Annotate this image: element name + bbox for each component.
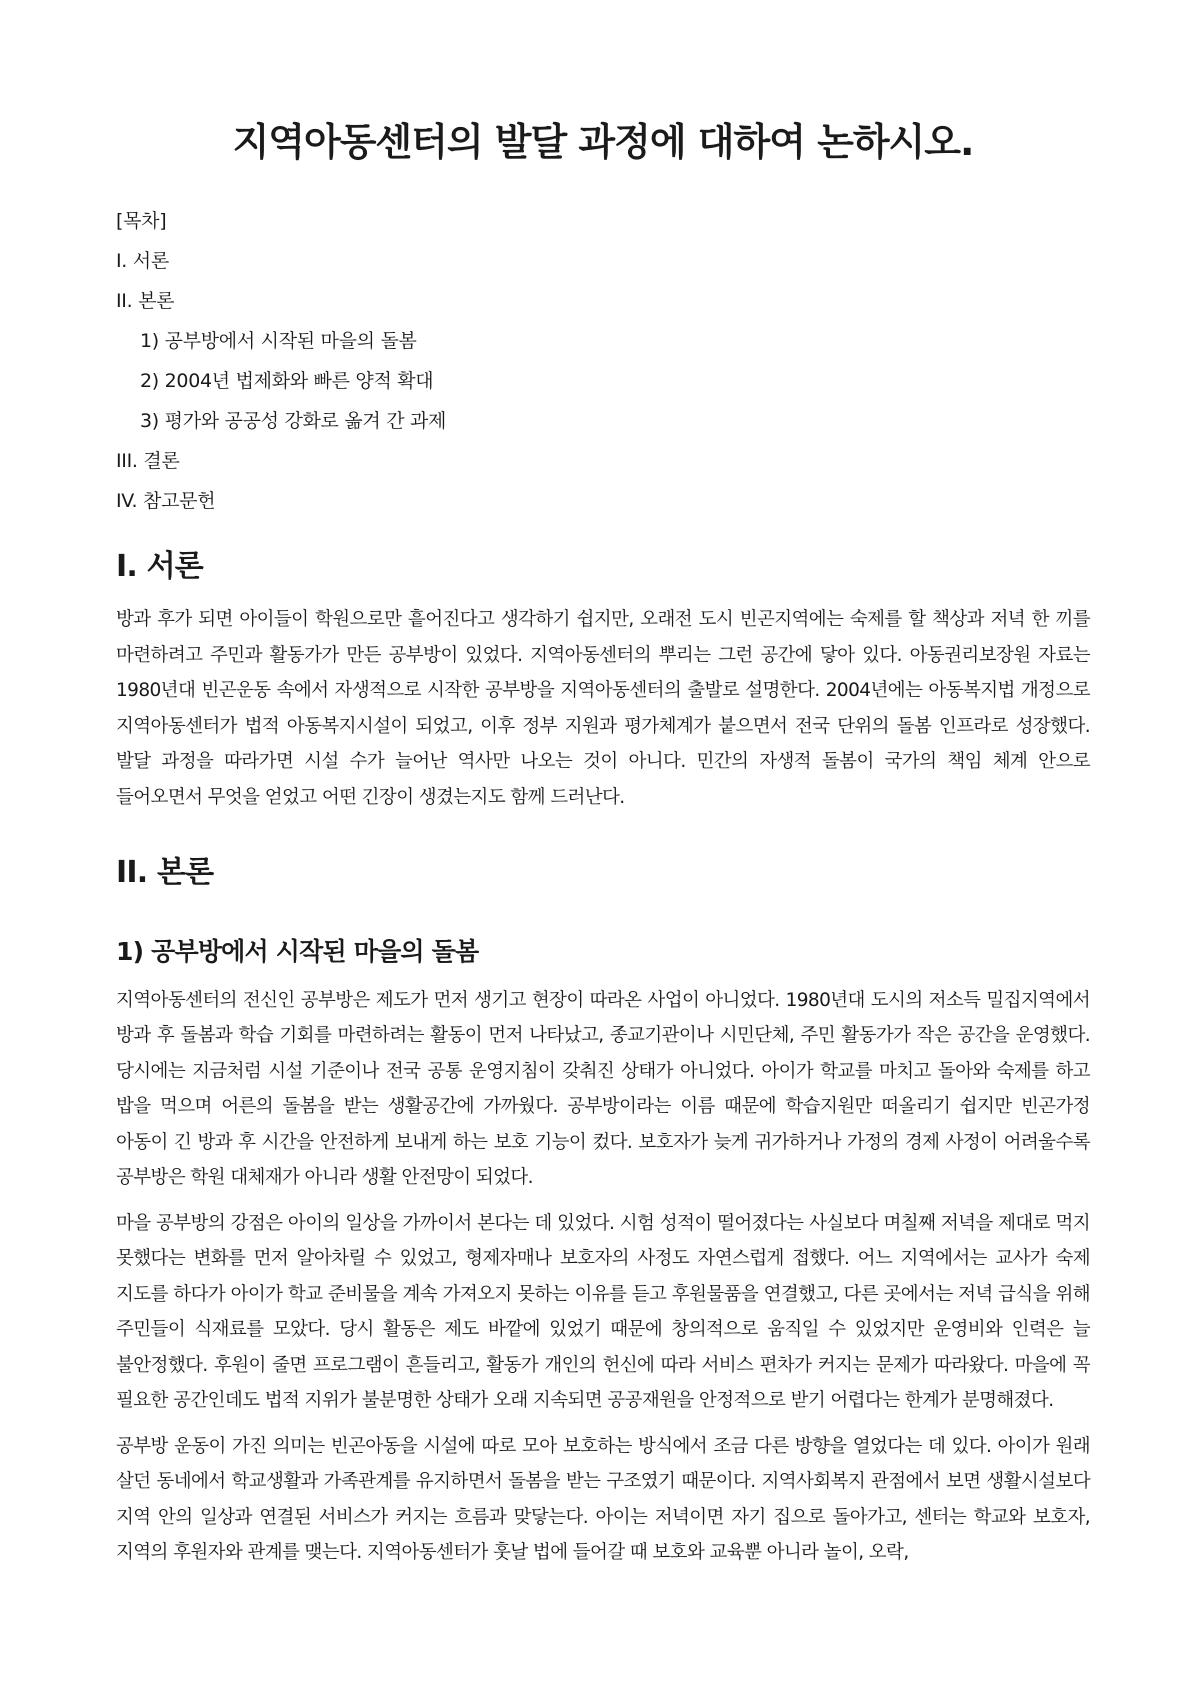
toc-item-body-sub2: 2) 2004년 법제화와 빠른 양적 확대 (140, 370, 434, 393)
toc-item-intro: I. 서론 (116, 250, 169, 273)
toc-item-body: II. 본론 (116, 290, 175, 313)
section-spacer (116, 825, 1090, 853)
section-heading-body: II. 본론 (116, 855, 214, 891)
body-paragraph-1: 지역아동센터의 전신인 공부방은 제도가 먼저 생기고 현장이 따라온 사업이 아니었다. 1980년대 도시의 저소득 밀집지역에서 방과 후 돌봄과 학습 기회를 마련하려는 활동이 먼저 나타났고, 종교기관이나 시민단체, 주민 활동가가 작은 공간을 운영했다. 당시에는 지금처럼 시설 기준이나 전국 공통 운영지침이 갖춰진 상태가 아니었다. 아이가 학교를 마치고 돌아와 숙제를 하고 밥을 먹으며 어른의 돌봄을 받는 생활공간에 가까웠다. 공부방이라는 이름 때문에 학습지원만 떠올리기 쉽지만 빈곤가정 아동이 긴 방과 후 시간을 안전하게 보내게 하는 보호 기능이 컸다. 보호자가 늦게 귀가하거나 가정의 경제 사정이 어려울수록 공부방은 학원 대체재가 아니라 생활 안전망이 되었다. (116, 989, 1090, 1189)
toc-item-conclusion: III. 결론 (116, 450, 180, 473)
section-spacer (116, 908, 1090, 936)
table-of-contents (116, 201, 1090, 521)
body-paragraph-2: 마을 공부방의 강점은 아이의 일상을 가까이서 본다는 데 있었다. 시험 성적이 떨어졌다는 사실보다 며칠째 저녁을 제대로 먹지 못했다는 변화를 먼저 알아차릴 수 있었고, 형제자매나 보호자의 사정도 자연스럽게 접했다. 어느 지역에서는 교사가 숙제 지도를 하다가 아이가 학교 준비물을 계속 가져오지 못하는 이유를 듣고 후원물품을 연결했고, 다른 곳에서는 저녁 급식을 위해 주민들이 식재료를 모았다. 당시 활동은 제도 바깥에 있었기 때문에 창의적으로 움직일 수 있었지만 운영비와 인력은 늘 불안정했다. 후원이 줄면 프로그램이 흔들리고, 활동가 개인의 헌신에 따라 서비스 편차가 커지는 문제가 따라왔다. 마을에 꼭 필요한 공간인데도 법적 지위가 불분명한 상태가 오래 지속되면 공공재원을 안정적으로 받기 어렵다는 한계가 분명해졌다. (116, 1212, 1090, 1412)
section-heading-intro: I. 서론 (116, 549, 203, 585)
toc-item-references: IV. 참고문헌 (116, 490, 216, 513)
toc-item-body-sub3: 3) 평가와 공공성 강화로 옮겨 간 과제 (140, 410, 447, 433)
body-paragraph-3: 공부방 운동이 가진 의미는 빈곤아동을 시설에 따로 모아 보호하는 방식에서 조금 다른 방향을 열었다는 데 있다. 아이가 원래 살던 동네에서 학교생활과 가족관계를 유지하면서 돌봄을 받는 구조였기 때문이다. 지역사회복지 관점에서 보면 생활시설보다 지역 안의 일상과 연결된 서비스가 커지는 흐름과 맞닿는다. 아이는 저녁이면 자기 집으로 돌아가고, 센터는 학교와 보호자, 지역의 후원자와 관계를 맺는다. 지역아동센터가 훗날 법에 들어갈 때 보호와 교육뿐 아니라 놀이, 오락, (116, 1435, 1090, 1564)
document-title: 지역아동센터의 발달 과정에 대하여 논하시오. (232, 120, 974, 164)
subsection-heading-1: 1) 공부방에서 시작된 마을의 돌봄 (116, 937, 479, 967)
intro-paragraph: 방과 후가 되면 아이들이 학원으로만 흩어진다고 생각하기 쉽지만, 오래전 도시 빈곤지역에는 숙제를 할 책상과 저녁 한 끼를 마련하려고 주민과 활동가가 만든 공부방이 있었다. 지역아동센터의 뿌리는 그런 공간에 닿아 있다. 아동권리보장원 자료는 1980년대 빈곤운동 속에서 자생적으로 시작한 공부방을 지역아동센터의 출발로 설명한다. 2004년에는 아동복지법 개정으로 지역아동센터가 법적 아동복지시설이 되었고, 이후 정부 지원과 평가체계가 붙으면서 전국 단위의 돌봄 인프라로 성장했다. 발달 과정을 따라가면 시설 수가 늘어난 역사만 나오는 것이 아니다. 민간의 자생적 돌봄이 국가의 책임 체계 안으로 들어오면서 무엇을 얻었고 어떤 긴장이 생겼는지도 함께 드러난다. (116, 609, 1090, 808)
toc-heading: [목차] (116, 210, 167, 233)
toc-item-body-sub1: 1) 공부방에서 시작된 마을의 돌봄 (140, 330, 417, 353)
